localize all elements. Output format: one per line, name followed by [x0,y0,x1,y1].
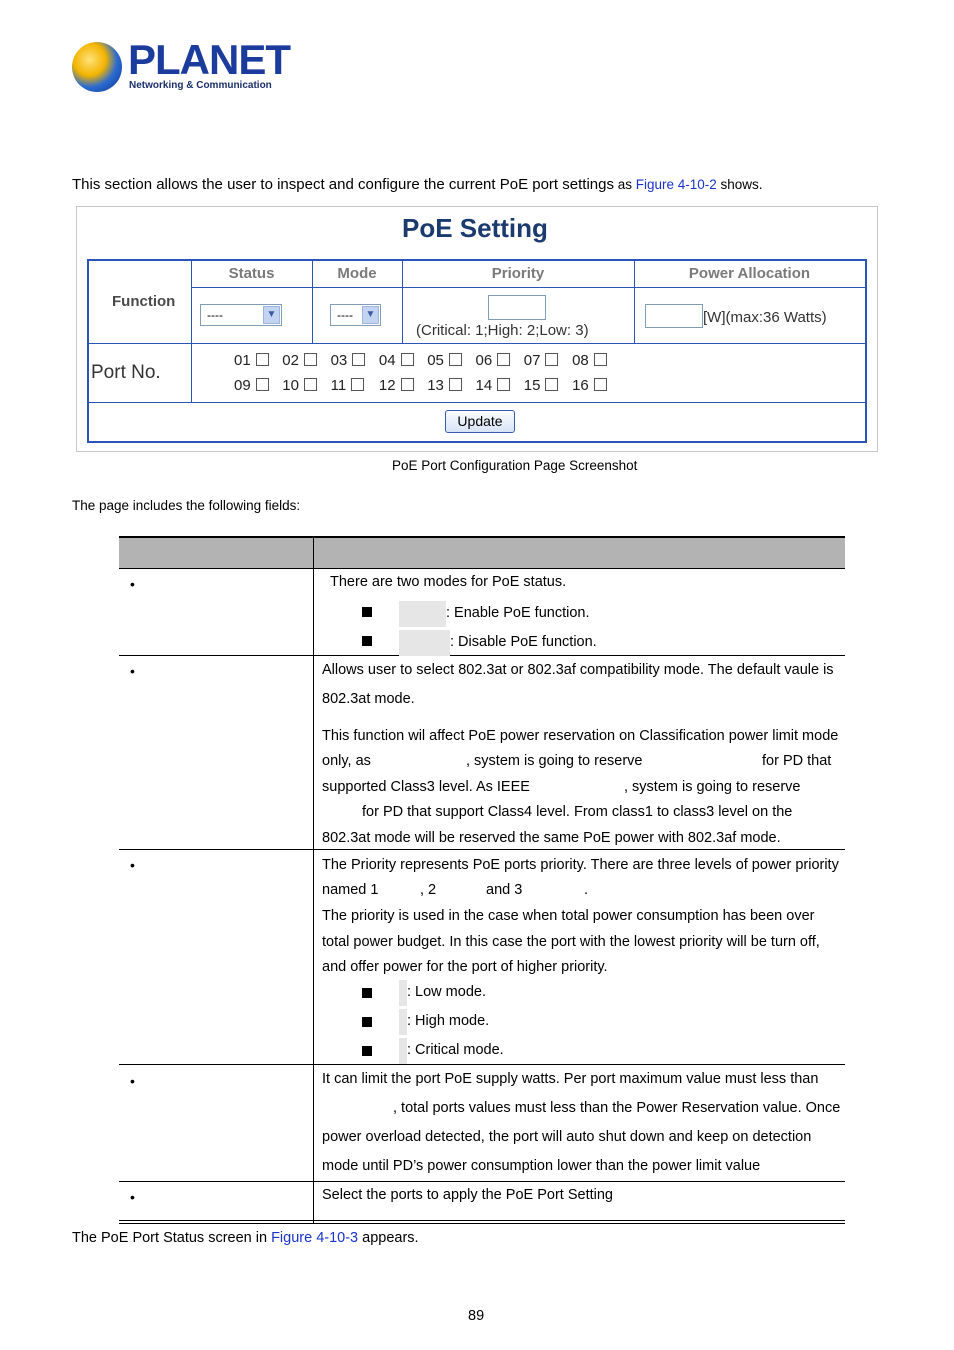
row2-line-5b: , system is going to reserve [624,779,801,795]
status-select[interactable] [200,304,282,326]
row3-line-2c: and 3 [486,882,523,898]
port-08 [572,352,607,369]
port-checkbox[interactable] [594,378,607,391]
port-16 [572,377,607,394]
row2-line-6: for PD that support Class4 level. From class1 to class3 level on the [362,804,793,820]
port-label: 14 [475,377,493,394]
port-01 [234,352,269,369]
port-checkbox[interactable] [401,353,414,366]
row5-line-1: Select the ports to apply the PoE Port Setting [322,1187,613,1203]
header-mode: Mode [337,265,377,282]
port-13 [427,377,462,394]
update-button[interactable]: Update [445,410,515,433]
row1-option-1 [399,601,590,627]
port-checkbox[interactable] [351,378,364,391]
table-row-bullet: • [130,857,135,873]
port-label: 15 [523,377,541,394]
port-label: 03 [330,352,348,369]
port-10 [282,377,317,394]
square-bullet-icon [362,1017,372,1027]
port-checkbox[interactable] [304,378,317,391]
row3-option-1-text: : Low mode. [407,984,486,1000]
planet-logo [72,36,290,96]
table-row-bullet: • [130,663,135,679]
logo-brand: PLANET [128,36,290,83]
port-15 [524,377,559,394]
row1-option-1-text: : Enable PoE function. [446,605,590,621]
port-label: 09 [234,377,251,394]
port-checkbox[interactable] [352,353,365,366]
poe-setting-grid [87,259,867,443]
port-12 [379,377,414,394]
header-power-allocation: Power Allocation [688,265,811,282]
port-checkbox[interactable] [545,353,558,366]
intro-text-as: as [613,177,636,192]
port-04 [379,352,414,369]
square-bullet-icon [362,1046,372,1056]
row3-line-5: and offer power for the port of higher priority. [322,959,608,975]
port-checkbox[interactable] [497,353,510,366]
row2-line-7: 802.3at mode will be reserved the same PoE power with 802.3af mode. [322,830,781,846]
figure-link-2[interactable]: Figure 4-10-3 [271,1230,359,1246]
status-line-text: The PoE Port Status screen in [72,1230,272,1246]
port-label: 10 [282,377,299,394]
row3-option-2-text: : High mode. [407,1013,490,1029]
row4-line-4: mode until PD’s power consumption lower than the power limit value [322,1158,761,1174]
port-02 [282,352,317,369]
globe-icon [72,42,122,92]
row4-line-3: power overload detected, the port will auto shut down and keep on detection [322,1129,812,1145]
port-05 [427,352,462,369]
port-checkbox[interactable] [304,353,317,366]
port-06 [476,352,511,369]
square-bullet-icon [362,607,372,617]
row2-line-1: Allows user to select 802.3at or 802.3af compatibility mode. The default vaule is [322,662,834,678]
port-07 [524,352,559,369]
mode-select[interactable] [330,304,381,326]
port-09 [234,377,269,394]
poe-setting-screenshot [76,206,878,452]
row3-option-2 [399,1009,489,1035]
intro-text-shows: shows. [716,177,763,192]
priority-input[interactable] [488,295,546,320]
fields-intro: The page includes the following fields: [72,498,301,513]
row4-line-1: It can limit the port PoE supply watts. Per port maximum value must less than [322,1071,819,1087]
row3-option-1 [399,980,486,1006]
port-checkbox[interactable] [401,378,414,391]
status-line-text-end: appears. [358,1230,419,1246]
row2-line-3: This function wil affect PoE power reservation on Classification power limit mode [322,728,839,744]
chevron-down-icon: ▼ [263,306,280,324]
row2-line-4a: only, as [322,753,371,769]
port-label: 12 [378,377,396,394]
port-14 [476,377,511,394]
chevron-down-icon: ▼ [362,306,379,324]
port-no-label: Port No. [91,362,161,383]
intro-paragraph [72,176,763,193]
status-select-value: ---- [207,308,223,322]
row3-line-2d: . [584,882,589,898]
figure-link[interactable]: Figure 4-10-2 [635,177,717,192]
row3-line-4: total power budget. In this case the port with the lowest priority will be turn off, [322,934,820,950]
table-header [119,536,845,569]
row3-option-3-text: : Critical mode. [407,1042,504,1058]
table-row-bullet: • [130,1189,135,1205]
port-label: 07 [523,352,541,369]
power-allocation-input[interactable] [645,304,703,328]
port-label: 06 [475,352,493,369]
square-bullet-icon [362,636,372,646]
row3-line-2b: , 2 [420,882,437,898]
port-label: 08 [572,352,589,369]
port-checkbox[interactable] [256,378,269,391]
square-bullet-icon [362,988,372,998]
row2-line-4b: , system is going to reserve [466,753,643,769]
table-row-bullet: • [130,576,135,592]
status-screen-line [72,1230,419,1246]
port-label: 13 [427,377,444,394]
row1-option-2 [399,630,597,656]
poe-setting-title-text: PoE Setting [402,213,548,243]
port-checkbox[interactable] [449,378,462,391]
row3-line-1: The Priority represents PoE ports priority. There are three levels of power priority [322,857,839,873]
port-label: 02 [282,352,299,369]
table-row-bullet: • [130,1073,135,1089]
port-label: 05 [427,352,444,369]
row2-line-4c: for PD that [762,753,832,769]
port-checkbox[interactable] [594,353,607,366]
logo-tagline: Networking & Communication [129,80,272,91]
row3-line-3: The priority is used in the case when total power consumption has been over [322,908,815,924]
port-checkbox[interactable] [545,378,558,391]
row4-line-2: , total ports values must less than the Power Reservation value. Once [393,1100,841,1116]
priority-note: (Critical: 1;High: 2;Low: 3) [416,322,589,339]
header-status: Status [228,265,275,282]
port-11 [331,377,365,394]
port-label: 11 [330,377,347,394]
row1-option-2-text: : Disable PoE function. [450,634,597,650]
row3-option-3 [399,1038,504,1064]
mode-select-value: ---- [337,308,353,322]
parameter-table [119,536,845,1224]
page-number-text: 89 [468,1308,485,1324]
figure-caption-text: PoE Port Configuration Page Screenshot [392,458,638,473]
port-checkbox[interactable] [449,353,462,366]
row2-line-5a: supported Class3 level. As IEEE [322,779,530,795]
port-checkbox[interactable] [256,353,269,366]
row2-line-2: 802.3at mode. [322,691,415,707]
port-label: 04 [378,352,396,369]
row3-line-2a: named 1 [322,882,379,898]
header-function: Function [112,293,176,310]
intro-text: This section allows the user to inspect and configure the current PoE port settings [72,176,614,193]
header-priority: Priority [491,265,545,282]
port-label: 16 [572,377,589,394]
port-03 [331,352,366,369]
port-checkbox[interactable] [497,378,510,391]
power-allocation-note: [W](max:36 Watts) [703,309,827,326]
port-label: 01 [234,352,251,369]
row1-text: There are two modes for PoE status. [330,574,567,590]
